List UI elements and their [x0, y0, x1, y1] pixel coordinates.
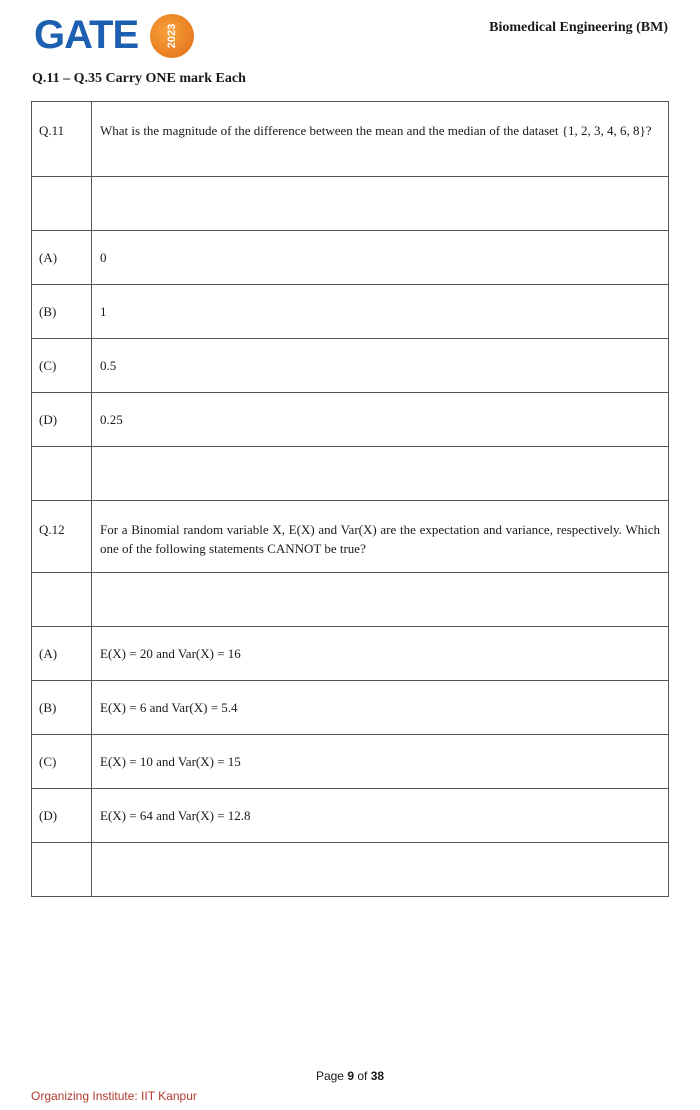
question-number: Q.12	[32, 501, 92, 573]
spacer-row	[32, 573, 669, 627]
spacer-row	[32, 843, 669, 897]
option-label: (D)	[32, 789, 92, 843]
question-row	[32, 102, 669, 177]
logo-badge-icon	[150, 14, 194, 58]
option-label: (A)	[32, 231, 92, 285]
question-text: What is the magnitude of the difference between the mean and the median of the dataset {1, 2, 3, 4, 6, 8}?	[92, 102, 669, 177]
option-row	[32, 285, 669, 339]
option-row	[32, 735, 669, 789]
option-row	[32, 627, 669, 681]
option-text: 0.5	[92, 339, 669, 393]
logo-year: 2023	[165, 23, 178, 49]
option-row	[32, 339, 669, 393]
option-row	[32, 393, 669, 447]
question-row	[32, 501, 669, 573]
option-text: E(X) = 6 and Var(X) = 5.4	[92, 681, 669, 735]
gate-logo	[34, 10, 178, 60]
spacer-row	[32, 177, 669, 231]
spacer-row	[32, 447, 669, 501]
option-label: (D)	[32, 393, 92, 447]
option-text: 0.25	[92, 393, 669, 447]
option-row	[32, 231, 669, 285]
organizing-institute: Organizing Institute: IIT Kanpur	[31, 1089, 197, 1103]
option-label: (B)	[32, 285, 92, 339]
option-label: (B)	[32, 681, 92, 735]
option-label: (C)	[32, 735, 92, 789]
option-label: (A)	[32, 627, 92, 681]
option-text: E(X) = 10 and Var(X) = 15	[92, 735, 669, 789]
question-number: Q.11	[32, 102, 92, 177]
option-text: E(X) = 20 and Var(X) = 16	[92, 627, 669, 681]
option-label: (C)	[32, 339, 92, 393]
option-text: 0	[92, 231, 669, 285]
option-text: E(X) = 64 and Var(X) = 12.8	[92, 789, 669, 843]
page-prefix: Page	[315, 1069, 348, 1083]
page-total: 38	[370, 1069, 385, 1083]
question-text: For a Binomial random variable X, E(X) and Var(X) are the expectation and variance, respectively. Which one of the following statements CANNOT be true?	[92, 501, 669, 573]
option-row	[32, 681, 669, 735]
question-table	[31, 101, 669, 897]
section-title: Q.11 – Q.35 Carry ONE mark Each	[32, 71, 246, 86]
option-text: 1	[92, 285, 669, 339]
paper-name: Biomedical Engineering (BM)	[489, 20, 668, 35]
page-separator: of	[354, 1069, 371, 1083]
logo-text: GATE	[34, 12, 139, 57]
page-current: 9	[347, 1069, 354, 1083]
option-row	[32, 789, 669, 843]
page-number	[0, 1069, 700, 1083]
